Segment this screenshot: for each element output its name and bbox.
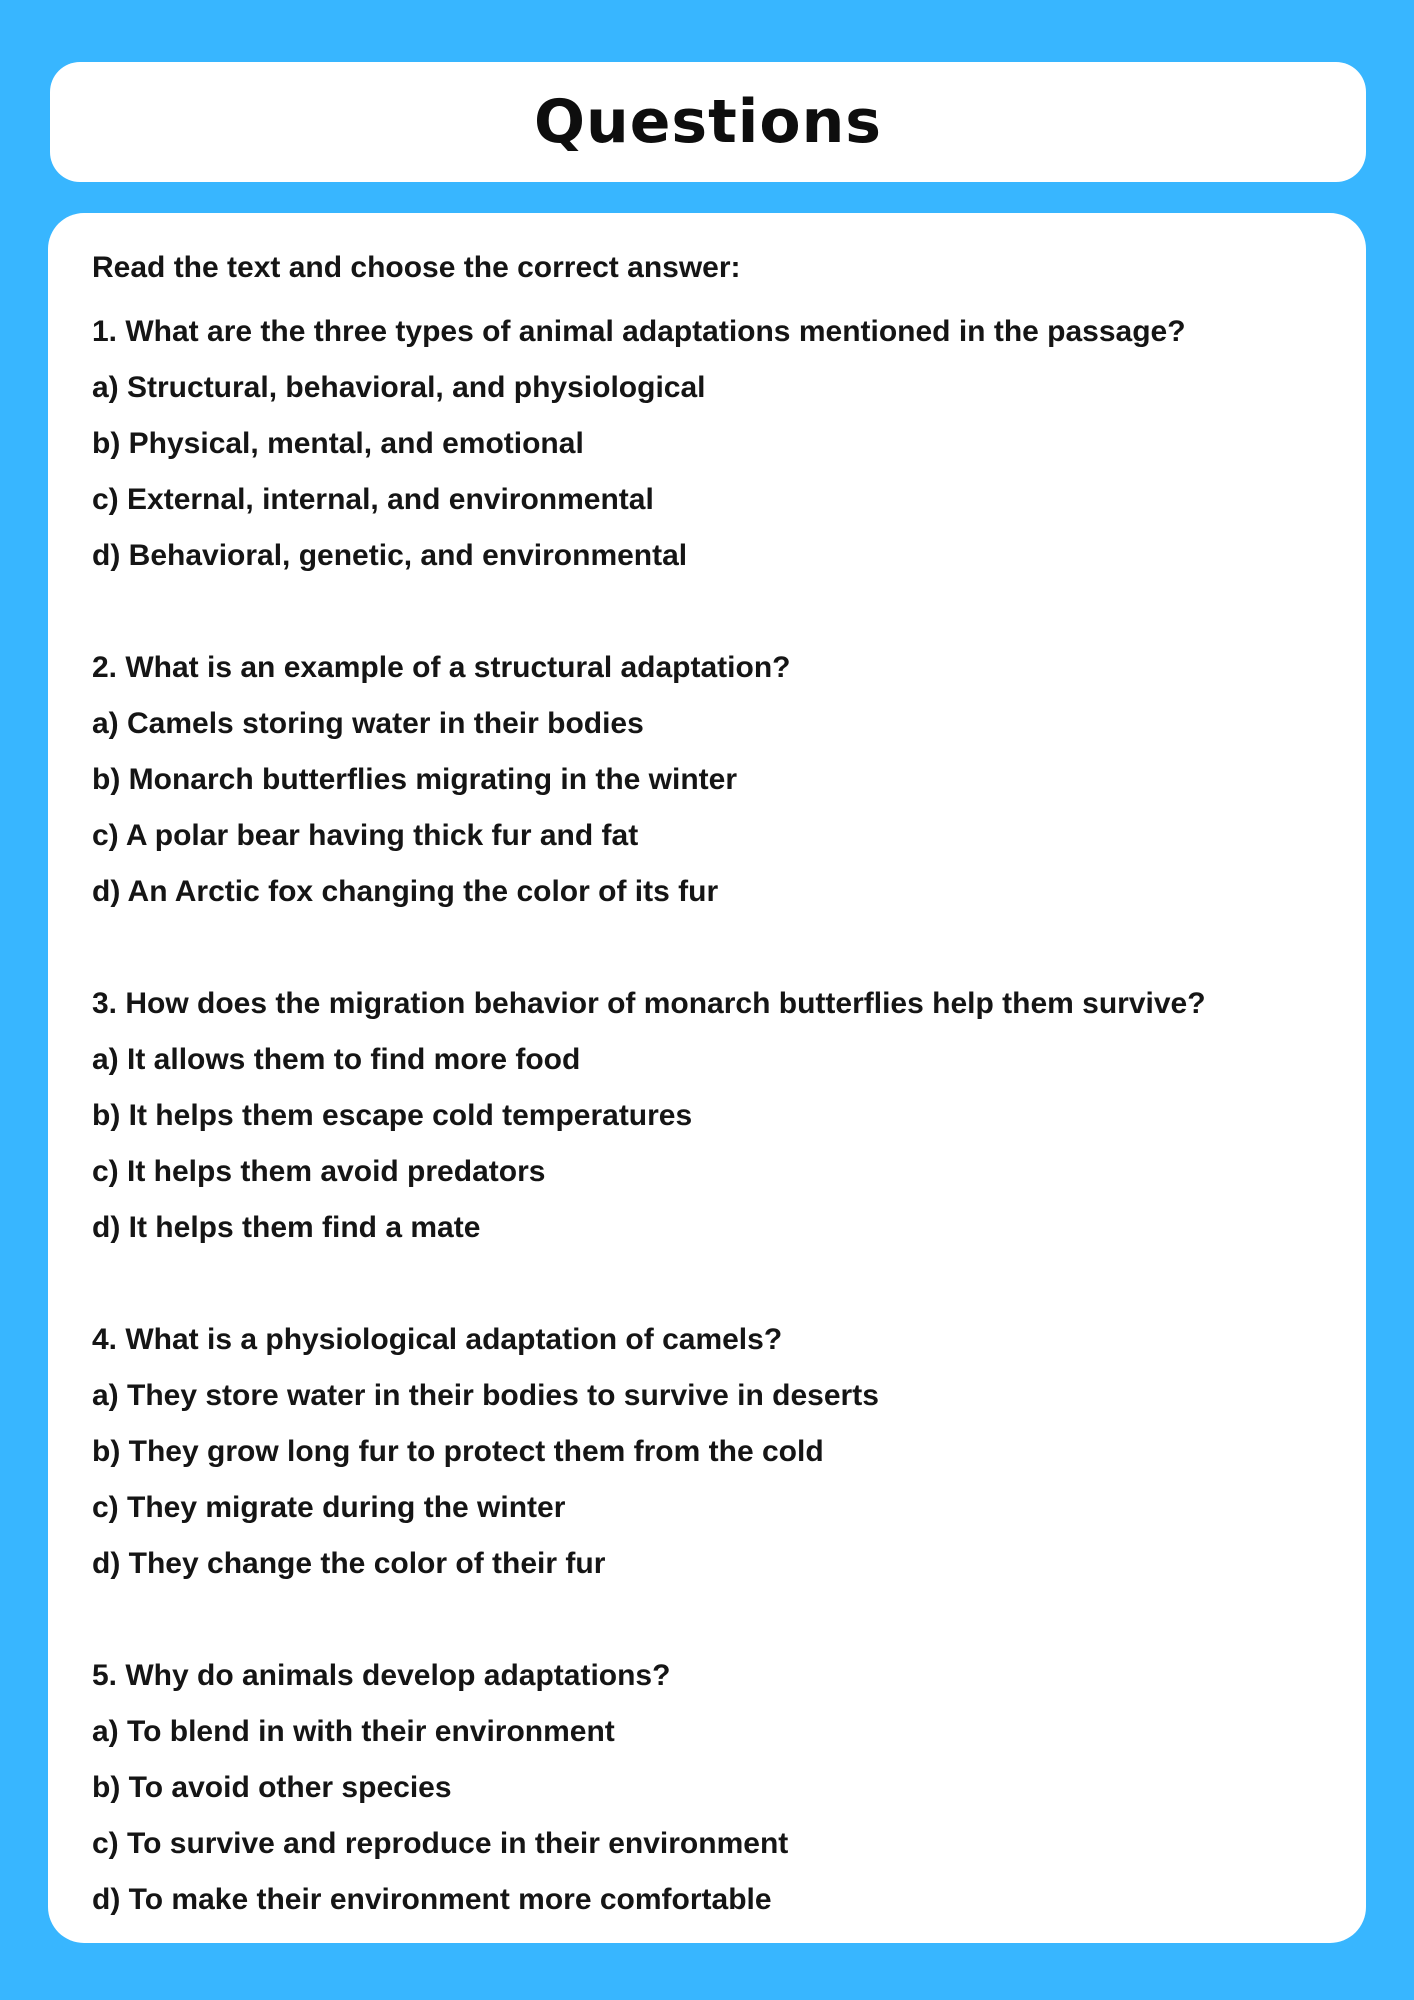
question-block-2 <box>92 651 1322 931</box>
question-block-5 <box>92 1659 1322 1939</box>
question-2-option-d: d) An Arctic fox changing the color of its fur <box>92 875 719 908</box>
question-2-option-c: c) A polar bear having thick fur and fat <box>92 819 639 852</box>
question-4-option-a: a) They store water in their bodies to survive in deserts <box>92 1379 879 1412</box>
question-3-option-d: d) It helps them find a mate <box>92 1211 481 1244</box>
question-block-4 <box>92 1323 1322 1603</box>
question-4-option-d: d) They change the color of their fur <box>92 1547 606 1580</box>
question-3-prompt: 3. How does the migration behavior of monarch butterflies help them survive? <box>92 987 1206 1020</box>
question-2-option-a: a) Camels storing water in their bodies <box>92 707 644 740</box>
question-1-prompt: 1. What are the three types of animal adaptations mentioned in the passage? <box>92 315 1186 348</box>
question-5-option-d: d) To make their environment more comfortable <box>92 1883 772 1916</box>
question-block-1 <box>92 315 1322 595</box>
question-5-option-c: c) To survive and reproduce in their environment <box>92 1827 789 1860</box>
question-2-prompt: 2. What is an example of a structural adaptation? <box>92 651 791 684</box>
question-1-option-b: b) Physical, mental, and emotional <box>92 427 584 460</box>
question-4-option-c: c) They migrate during the winter <box>92 1491 566 1524</box>
question-5-option-a: a) To blend in with their environment <box>92 1715 615 1748</box>
question-3-option-c: c) It helps them avoid predators <box>92 1155 546 1188</box>
question-5-prompt: 5. Why do animals develop adaptations? <box>92 1659 671 1692</box>
question-1-option-d: d) Behavioral, genetic, and environmental <box>92 539 688 572</box>
question-5-option-b: b) To avoid other species <box>92 1771 452 1804</box>
instruction-text: Read the text and choose the correct answer: <box>92 251 741 284</box>
content-card <box>48 213 1366 1943</box>
question-3-option-b: b) It helps them escape cold temperatures <box>92 1099 693 1132</box>
header-card <box>50 62 1366 182</box>
question-3-option-a: a) It allows them to find more food <box>92 1043 581 1076</box>
question-4-prompt: 4. What is a physiological adaptation of camels? <box>92 1323 783 1356</box>
question-1-option-a: a) Structural, behavioral, and physiological <box>92 371 706 404</box>
question-1-option-c: c) External, internal, and environmental <box>92 483 654 516</box>
question-block-3 <box>92 987 1322 1267</box>
question-2-option-b: b) Monarch butterflies migrating in the winter <box>92 763 738 796</box>
question-4-option-b: b) They grow long fur to protect them from the cold <box>92 1435 824 1468</box>
page-title: Questions <box>533 87 883 157</box>
